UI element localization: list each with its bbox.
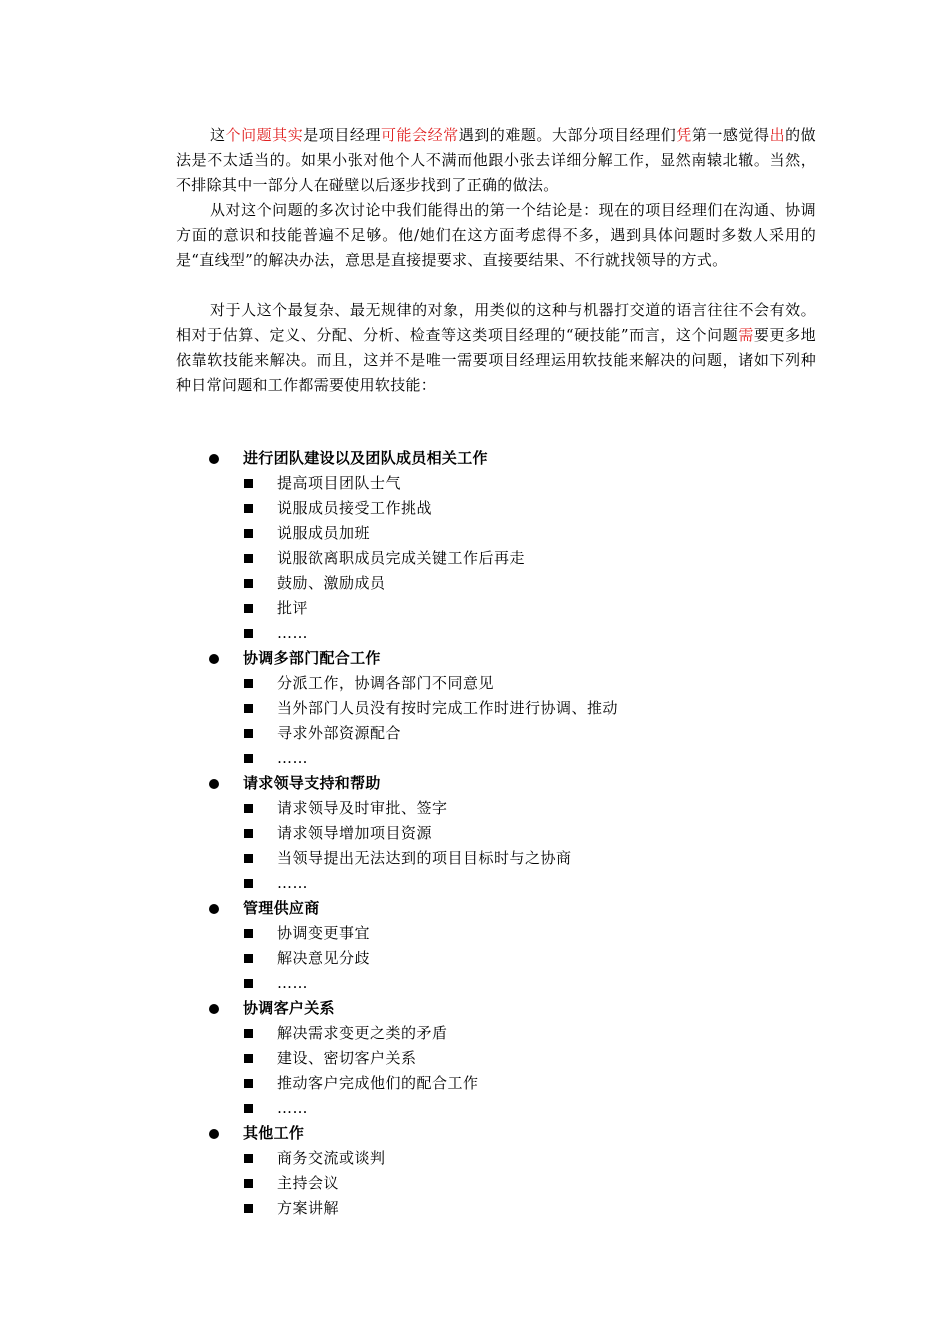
section-title: 管理供应商	[243, 899, 320, 917]
list-item	[0, 921, 950, 946]
bullet-square-icon	[244, 804, 253, 813]
list-item-label: 批评	[277, 599, 309, 617]
bullet-square-icon	[244, 1154, 253, 1163]
list-item	[0, 521, 950, 546]
list-item-label: 主持会议	[277, 1174, 340, 1192]
soft-skill-list	[0, 446, 950, 1221]
highlighted-text: 个问题其实	[225, 126, 304, 144]
list-item-label: 说服成员加班	[277, 524, 371, 542]
list-section	[0, 771, 950, 796]
list-item-label: ……	[277, 1099, 308, 1117]
bullet-square-icon	[244, 1179, 253, 1188]
text-span: 的做法是不太适当的。如果小张对他个人不满而他跟小张去详细分解工作，显然南辕北辙。当然，不排除其中一部分人在碰壁以后逐步找到了正确的做法。	[176, 126, 816, 194]
bullet-square-icon	[244, 1029, 253, 1038]
highlighted-text: 凭	[676, 126, 692, 144]
section-title: 其他工作	[243, 1124, 305, 1142]
bullet-square-icon	[244, 704, 253, 713]
list-item	[0, 871, 950, 896]
bullet-square-icon	[244, 479, 253, 488]
bullet-square-icon	[244, 504, 253, 513]
text-span: 要更多地依靠软技能来解决。而且，这并不是唯一需要项目经理运用软技能来解决的问题，诸如下列种种日常问题和工作都需要使用软技能：	[176, 326, 816, 394]
highlighted-text: 出	[769, 126, 786, 144]
list-item-label: ……	[277, 749, 308, 767]
list-item	[0, 746, 950, 771]
bullet-square-icon	[244, 604, 253, 613]
bullet-square-icon	[244, 554, 253, 563]
bullet-dot-icon	[209, 779, 219, 789]
list-item	[0, 621, 950, 646]
list-item-label: 说服欲离职成员完成关键工作后再走	[277, 549, 526, 567]
list-item	[0, 846, 950, 871]
list-item-label: 方案讲解	[277, 1199, 340, 1217]
text-span: 这	[210, 126, 226, 144]
section-title: 进行团队建设以及团队成员相关工作	[243, 449, 488, 467]
bullet-square-icon	[244, 879, 253, 888]
list-item-label: 当领导提出无法达到的项目目标时与之协商	[277, 849, 572, 867]
list-section	[0, 1121, 950, 1146]
list-item	[0, 1096, 950, 1121]
list-section	[0, 646, 950, 671]
paragraph-3	[176, 298, 816, 398]
bullet-square-icon	[244, 1104, 253, 1113]
section-title: 协调多部门配合工作	[243, 649, 381, 667]
list-item	[0, 471, 950, 496]
bullet-square-icon	[244, 729, 253, 738]
list-item	[0, 1171, 950, 1196]
highlighted-text: 需	[738, 326, 754, 344]
bullet-dot-icon	[209, 1004, 219, 1014]
section-title: 协调客户关系	[243, 999, 335, 1017]
list-item-label: ……	[277, 974, 308, 992]
list-item-label: 解决需求变更之类的矛盾	[277, 1024, 448, 1042]
bullet-square-icon	[244, 954, 253, 963]
bullet-square-icon	[244, 829, 253, 838]
highlighted-text: 可能会经常	[380, 126, 459, 144]
list-item-label: 推动客户完成他们的配合工作	[277, 1074, 479, 1092]
bullet-square-icon	[244, 629, 253, 638]
list-item-label: 建设、密切客户关系	[277, 1049, 417, 1067]
bullet-square-icon	[244, 1204, 253, 1213]
bullet-dot-icon	[209, 454, 219, 464]
list-item-label: ……	[277, 874, 308, 892]
text-span: 遇到的难题。大部分项目经理们	[458, 126, 677, 144]
list-item	[0, 1146, 950, 1171]
paragraph-1	[176, 123, 816, 198]
bullet-square-icon	[244, 979, 253, 988]
list-item-label: 寻求外部资源配合	[277, 724, 402, 742]
bullet-square-icon	[244, 854, 253, 863]
list-item-label: 说服成员接受工作挑战	[277, 499, 433, 517]
text-span: 对于人这个最复杂、最无规律的对象，用类似的这种与机器打交道的语言往往不会有效。相对于估算、定义、分配、分析、检查等这类项目经理的“硬技能”而言，这个问题	[176, 301, 816, 344]
paragraph-2: 从对这个问题的多次讨论中我们能得出的第一个结论是：现在的项目经理们在沟通、协调方面的意识和技能普遍不足够。他/她们在这方面考虑得不多，遇到具体问题时多数人采用的是“直线型”的解决办法，意思是直接提要求、直接要结果、不行就找领导的方式。	[176, 201, 816, 269]
list-item	[0, 796, 950, 821]
bullet-dot-icon	[209, 1129, 219, 1139]
list-item	[0, 696, 950, 721]
bullet-square-icon	[244, 579, 253, 588]
list-item-label: 提高项目团队士气	[277, 474, 402, 492]
section-title: 请求领导支持和帮助	[243, 774, 381, 792]
bullet-square-icon	[244, 1079, 253, 1088]
bullet-square-icon	[244, 529, 253, 538]
list-item-label: 解决意见分歧	[277, 949, 371, 967]
list-item-label: 请求领导增加项目资源	[277, 824, 433, 842]
list-item	[0, 946, 950, 971]
list-item	[0, 596, 950, 621]
list-item	[0, 1071, 950, 1096]
bullet-dot-icon	[209, 904, 219, 914]
list-item	[0, 1046, 950, 1071]
list-item	[0, 1196, 950, 1221]
list-section	[0, 446, 950, 471]
list-item	[0, 971, 950, 996]
bullet-dot-icon	[209, 654, 219, 664]
list-section	[0, 996, 950, 1021]
list-item-label: 分派工作，协调各部门不同意见	[277, 674, 495, 692]
bullet-square-icon	[244, 754, 253, 763]
list-item	[0, 821, 950, 846]
list-item	[0, 546, 950, 571]
bullet-square-icon	[244, 929, 253, 938]
list-item	[0, 571, 950, 596]
list-item-label: 协调变更事宜	[277, 924, 371, 942]
list-item	[0, 496, 950, 521]
list-item-label: 请求领导及时审批、签字	[277, 799, 448, 817]
list-item-label: ……	[277, 624, 308, 642]
text-span: 是项目经理	[303, 126, 381, 144]
list-item	[0, 671, 950, 696]
text-span: 第一感觉得	[691, 126, 770, 144]
list-section	[0, 896, 950, 921]
bullet-square-icon	[244, 679, 253, 688]
list-item-label: 鼓励、激励成员	[277, 574, 386, 592]
body-text	[176, 123, 816, 398]
list-item	[0, 1021, 950, 1046]
bullet-square-icon	[244, 1054, 253, 1063]
list-item	[0, 721, 950, 746]
list-item-label: 商务交流或谈判	[277, 1149, 386, 1167]
list-item-label: 当外部门人员没有按时完成工作时进行协调、推动	[277, 699, 619, 717]
